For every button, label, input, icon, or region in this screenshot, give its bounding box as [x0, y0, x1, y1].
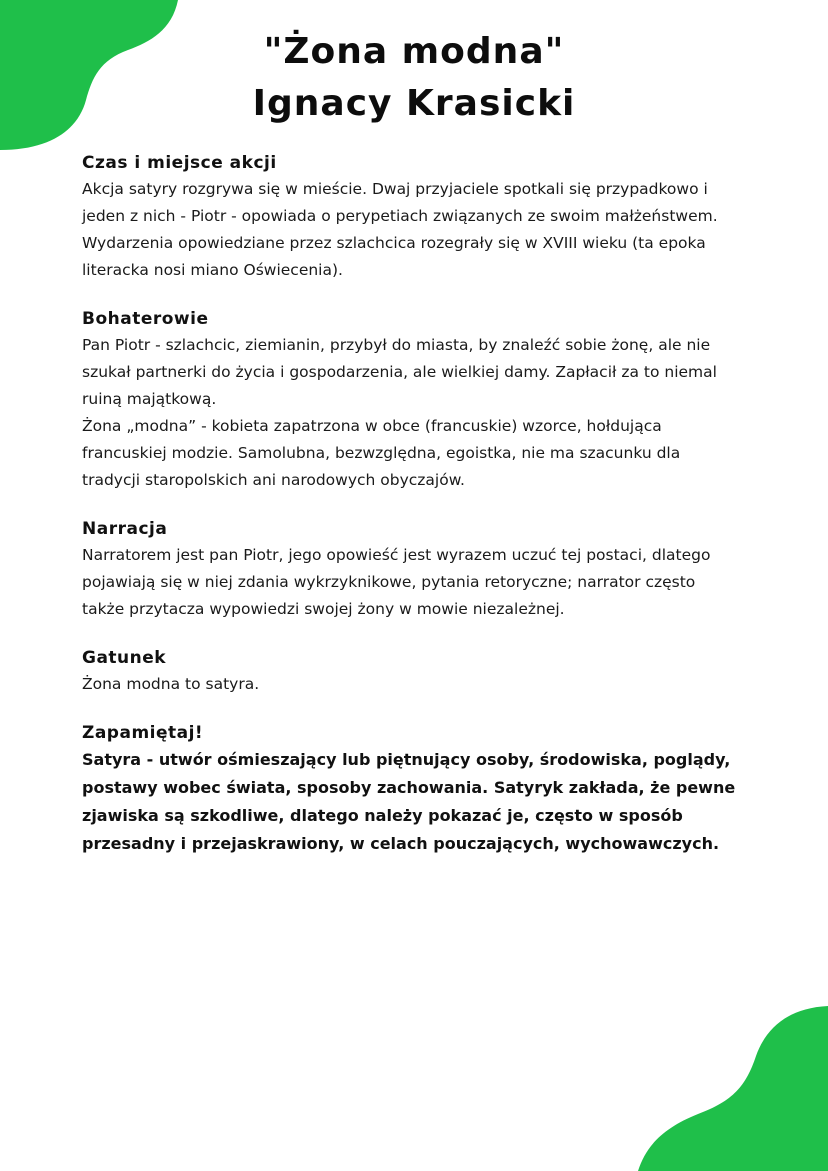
- section-paragraph: Żona modna to satyra.: [82, 675, 260, 693]
- section-genre: [82, 645, 742, 698]
- section-paragraph: Akcja satyry rozgrywa się w mieście. Dwaj przyjaciele spotkali się przypadkowo i jeden z nich - Piotr - opowiada o perypetiach związanych ze swoim małżeństwem. Wydarzenia opowiedziane przez szlachcica rozegrały się w XVIII wieku (ta epoka literacka nosi miano Oświecenia).: [82, 180, 718, 279]
- document-title: [0, 26, 828, 130]
- remember-heading: Zapamiętaj!: [82, 723, 204, 743]
- section-heading: Bohaterowie: [82, 309, 209, 329]
- section-heading: Gatunek: [82, 648, 167, 668]
- title-work: "Żona modna": [263, 31, 565, 72]
- section-time-place: [82, 150, 742, 284]
- section-remember: [82, 720, 742, 858]
- section-paragraph: Narratorem jest pan Piotr, jego opowieść jest wyrazem uczuć tej postaci, dlatego pojawiają się w niej zdania wykrzyknikowe, pytania retoryczne; narrator często także przytacza wypowiedzi swojej żony w mowie niezależnej.: [82, 546, 711, 618]
- remember-text: Satyra - utwór ośmieszający lub piętnujący osoby, środowiska, poglądy, postawy wobec świata, sposoby zachowania. Satyryk zakłada, że pewne zjawiska są szkodliwe, dlatego należy pokazać je, często w sposób przesadny i przejaskrawiony, w celach pouczających, wychowawczych.: [82, 750, 736, 853]
- section-heading: Czas i miejsce akcji: [82, 153, 277, 173]
- section-paragraph: Żona „modna” - kobieta zapatrzona w obce (francuskie) wzorce, hołdująca francuskiej modzie. Samolubna, bezwzględna, egoistka, nie ma szacunku dla tradycji staropolskich ani narodowych obyczajów.: [82, 417, 681, 489]
- notes-content: [82, 150, 742, 880]
- section-paragraph: Pan Piotr - szlachcic, ziemianin, przybył do miasta, by znaleźć sobie żonę, ale nie szukał partnerki do życia i gospodarzenia, ale wielkiej damy. Zapłacił za to niemal ruiną majątkową.: [82, 336, 717, 408]
- title-author: Ignacy Krasicki: [252, 83, 576, 124]
- section-characters: [82, 306, 742, 494]
- section-narration: [82, 516, 742, 623]
- decorative-blob-bottom-right: [638, 1006, 828, 1171]
- section-heading: Narracja: [82, 519, 168, 539]
